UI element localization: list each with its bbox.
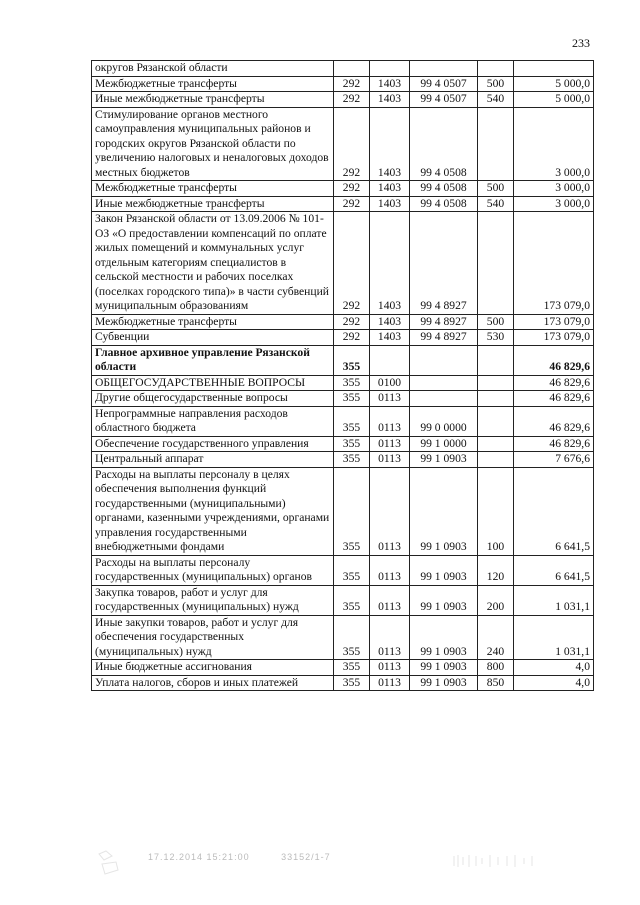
row-csr	[410, 61, 478, 77]
row-sum: 5 000,0	[514, 92, 594, 108]
row-vr	[478, 61, 514, 77]
table-row	[92, 61, 594, 77]
row-vr	[478, 391, 514, 407]
row-sum: 3 000,0	[514, 181, 594, 197]
row-vr	[478, 452, 514, 468]
row-ved: 355	[334, 436, 370, 452]
row-name: Межбюджетные трансферты	[92, 76, 334, 92]
row-name: Другие общегосударственные вопросы	[92, 391, 334, 407]
row-name: Расходы на выплаты персоналу в целях обеспечения выполнения функций государственными (муниципальными) органами, казенными учреждениями, органами управления государственными внебюджетными фондами	[92, 467, 334, 555]
row-csr: 99 4 0507	[410, 92, 478, 108]
footer-doc-id: 33152/1-7	[281, 852, 331, 862]
row-ved: 292	[334, 212, 370, 315]
row-csr	[410, 391, 478, 407]
row-rzpr: 1403	[370, 212, 410, 315]
row-name: Иные межбюджетные трансферты	[92, 196, 334, 212]
row-ved: 292	[334, 314, 370, 330]
budget-table-body	[92, 61, 594, 691]
row-ved: 355	[334, 675, 370, 691]
row-sum: 1 031,1	[514, 585, 594, 615]
faint-stamp-mark	[96, 848, 124, 878]
row-vr	[478, 406, 514, 436]
row-ved: 292	[334, 181, 370, 197]
row-sum: 3 000,0	[514, 196, 594, 212]
row-sum: 6 641,5	[514, 555, 594, 585]
row-name: Иные бюджетные ассигнования	[92, 660, 334, 676]
table-row	[92, 212, 594, 315]
row-sum: 3 000,0	[514, 107, 594, 181]
row-name: Иные закупки товаров, работ и услуг для обеспечения государственных (муниципальных) нужд	[92, 615, 334, 660]
row-vr	[478, 212, 514, 315]
row-name: Уплата налогов, сборов и иных платежей	[92, 675, 334, 691]
row-vr: 530	[478, 330, 514, 346]
row-rzpr	[370, 61, 410, 77]
row-ved: 355	[334, 615, 370, 660]
row-csr: 99 4 8927	[410, 314, 478, 330]
row-rzpr: 1403	[370, 181, 410, 197]
row-csr: 99 4 0507	[410, 76, 478, 92]
row-rzpr: 0113	[370, 555, 410, 585]
row-sum	[514, 61, 594, 77]
row-csr	[410, 375, 478, 391]
table-row	[92, 181, 594, 197]
row-rzpr: 1403	[370, 107, 410, 181]
row-vr: 500	[478, 181, 514, 197]
table-row	[92, 555, 594, 585]
row-csr: 99 1 0903	[410, 555, 478, 585]
row-ved: 292	[334, 330, 370, 346]
row-ved	[334, 61, 370, 77]
row-csr: 99 1 0903	[410, 452, 478, 468]
row-name: Главное архивное управление Рязанской области	[92, 345, 334, 375]
row-vr: 800	[478, 660, 514, 676]
row-name: ОБЩЕГОСУДАРСТВЕННЫЕ ВОПРОСЫ	[92, 375, 334, 391]
row-ved: 355	[334, 467, 370, 555]
row-vr: 540	[478, 92, 514, 108]
row-vr	[478, 345, 514, 375]
row-rzpr: 1403	[370, 314, 410, 330]
table-row	[92, 615, 594, 660]
row-name: Закупка товаров, работ и услуг для государственных (муниципальных) нужд	[92, 585, 334, 615]
faint-barcode-mark	[452, 852, 542, 870]
row-sum: 4,0	[514, 675, 594, 691]
table-row	[92, 196, 594, 212]
row-name: Центральный аппарат	[92, 452, 334, 468]
table-row	[92, 375, 594, 391]
row-name: округов Рязанской области	[92, 61, 334, 77]
row-sum: 46 829,6	[514, 375, 594, 391]
row-csr: 99 1 0903	[410, 660, 478, 676]
row-name: Расходы на выплаты персоналу государственных (муниципальных) органов	[92, 555, 334, 585]
row-rzpr: 1403	[370, 76, 410, 92]
row-sum: 1 031,1	[514, 615, 594, 660]
row-name: Межбюджетные трансферты	[92, 181, 334, 197]
row-rzpr: 1403	[370, 92, 410, 108]
footer-line	[148, 852, 359, 862]
row-ved: 355	[334, 452, 370, 468]
row-ved: 355	[334, 406, 370, 436]
budget-table	[91, 60, 594, 691]
row-rzpr: 0113	[370, 675, 410, 691]
row-rzpr: 0113	[370, 585, 410, 615]
table-row	[92, 314, 594, 330]
row-csr: 99 1 0903	[410, 467, 478, 555]
table-row	[92, 585, 594, 615]
row-vr: 240	[478, 615, 514, 660]
row-name: Закон Рязанской области от 13.09.2006 № 101-ОЗ «О предоставлении компенсаций по оплате жилых помещений и коммунальных услуг отдельным категориям специалистов в сельской местности и рабочих поселках (поселках городского типа)» в части субвенций муниципальным образованиям	[92, 212, 334, 315]
page-number: 233	[572, 36, 590, 50]
row-ved: 355	[334, 375, 370, 391]
footer-timestamp: 17.12.2014 15:21:00	[148, 852, 250, 862]
row-name: Иные межбюджетные трансферты	[92, 92, 334, 108]
table-row	[92, 675, 594, 691]
row-name: Обеспечение государственного управления	[92, 436, 334, 452]
row-vr: 850	[478, 675, 514, 691]
row-ved: 292	[334, 107, 370, 181]
row-csr: 99 4 0508	[410, 107, 478, 181]
row-rzpr: 0100	[370, 375, 410, 391]
table-row	[92, 107, 594, 181]
row-csr: 99 4 0508	[410, 196, 478, 212]
row-rzpr: 1403	[370, 196, 410, 212]
row-sum: 173 079,0	[514, 212, 594, 315]
row-csr: 99 4 8927	[410, 330, 478, 346]
row-csr: 99 0 0000	[410, 406, 478, 436]
row-rzpr	[370, 345, 410, 375]
row-rzpr: 0113	[370, 615, 410, 660]
row-sum: 173 079,0	[514, 314, 594, 330]
table-row	[92, 76, 594, 92]
row-name: Непрограммные направления расходов областного бюджета	[92, 406, 334, 436]
row-sum: 46 829,6	[514, 406, 594, 436]
row-csr	[410, 345, 478, 375]
row-vr: 540	[478, 196, 514, 212]
row-ved: 292	[334, 92, 370, 108]
row-ved: 355	[334, 585, 370, 615]
row-csr: 99 1 0903	[410, 615, 478, 660]
table-row	[92, 467, 594, 555]
row-rzpr: 0113	[370, 436, 410, 452]
row-vr: 500	[478, 314, 514, 330]
row-ved: 355	[334, 345, 370, 375]
row-sum: 6 641,5	[514, 467, 594, 555]
row-rzpr: 1403	[370, 330, 410, 346]
row-sum: 173 079,0	[514, 330, 594, 346]
row-sum: 46 829,6	[514, 391, 594, 407]
row-csr: 99 1 0903	[410, 585, 478, 615]
row-csr: 99 1 0903	[410, 675, 478, 691]
table-row	[92, 330, 594, 346]
row-name: Межбюджетные трансферты	[92, 314, 334, 330]
row-vr	[478, 436, 514, 452]
table-row	[92, 345, 594, 375]
row-vr: 500	[478, 76, 514, 92]
row-rzpr: 0113	[370, 660, 410, 676]
table-row	[92, 391, 594, 407]
table-row	[92, 452, 594, 468]
row-vr: 120	[478, 555, 514, 585]
row-sum: 46 829,6	[514, 345, 594, 375]
row-sum: 4,0	[514, 660, 594, 676]
row-ved: 355	[334, 391, 370, 407]
table-row	[92, 406, 594, 436]
row-rzpr: 0113	[370, 467, 410, 555]
row-rzpr: 0113	[370, 452, 410, 468]
row-ved: 355	[334, 555, 370, 585]
row-ved: 292	[334, 196, 370, 212]
table-row	[92, 92, 594, 108]
row-vr: 200	[478, 585, 514, 615]
row-csr: 99 1 0000	[410, 436, 478, 452]
row-ved: 355	[334, 660, 370, 676]
row-name: Субвенции	[92, 330, 334, 346]
row-sum: 5 000,0	[514, 76, 594, 92]
row-rzpr: 0113	[370, 391, 410, 407]
table-row	[92, 660, 594, 676]
row-rzpr: 0113	[370, 406, 410, 436]
row-vr	[478, 107, 514, 181]
row-vr: 100	[478, 467, 514, 555]
row-csr: 99 4 0508	[410, 181, 478, 197]
table-row	[92, 436, 594, 452]
row-vr	[478, 375, 514, 391]
row-sum: 46 829,6	[514, 436, 594, 452]
row-sum: 7 676,6	[514, 452, 594, 468]
row-name: Стимулирование органов местного самоуправления муниципальных районов и городских округов Рязанской области по увеличению налоговых и неналоговых доходов местных бюджетов	[92, 107, 334, 181]
row-ved: 292	[334, 76, 370, 92]
row-csr: 99 4 8927	[410, 212, 478, 315]
